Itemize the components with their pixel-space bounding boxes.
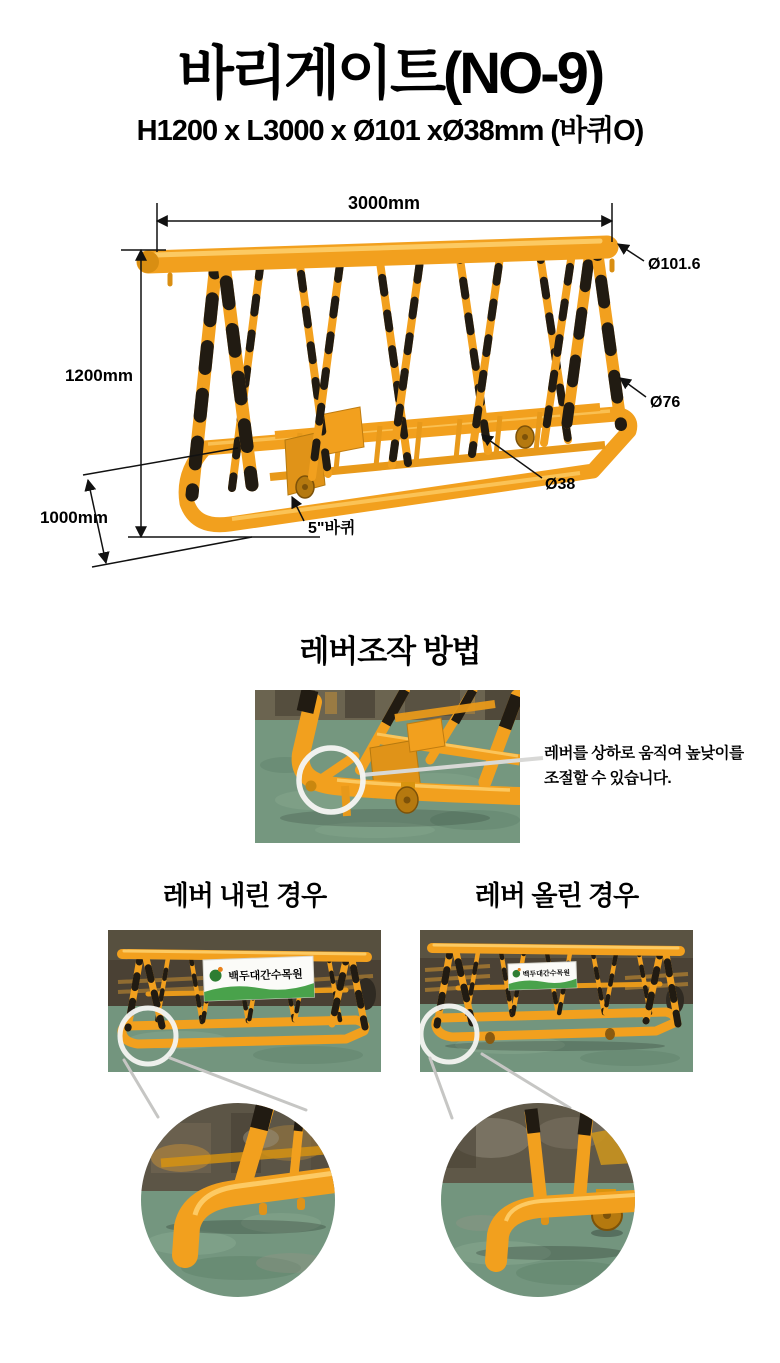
caster-wheel [485,1032,495,1044]
banner [508,962,577,990]
leg-pipe-diameter-label: Ø76 [650,394,681,411]
compare-right-title: 레버 올린 경우 [474,881,639,911]
lever-section-title: 레버조작 방법 [299,634,481,669]
dimension-length-label: 3000mm [347,193,421,213]
lever-up-magnified-view [441,1103,635,1297]
banner-text: 백두대간수목원 [522,969,571,979]
lever-note-line2: 조절할 수 있습니다. [544,770,672,787]
page-title: 바리게이트(NO-9) [177,41,603,106]
page-subtitle: H1200 x L3000 x Ø101 xØ38mm (바퀴O) [136,115,644,147]
caster-wheel [605,1028,615,1040]
top-pipe-diameter-label: Ø101.6 [648,256,701,273]
barricade-diagram [20,185,760,585]
banner-text: 백두대간수목원 [228,968,303,984]
bar-pipe-diameter-label: Ø38 [545,476,576,493]
dimension-depth-label: 1000mm [39,508,108,527]
dimension-height-label: 1200mm [64,366,133,385]
lever-closeup-photo [255,690,545,843]
wheel-size-label: 5"바퀴 [308,520,356,537]
lever-note [544,741,754,791]
lever-down-magnified-view [141,1103,335,1297]
lever-note-line1: 레버를 상하로 움직여 높낮이를 [544,745,744,762]
banner [203,956,314,1001]
compare-left-title: 레버 내린 경우 [162,881,327,911]
